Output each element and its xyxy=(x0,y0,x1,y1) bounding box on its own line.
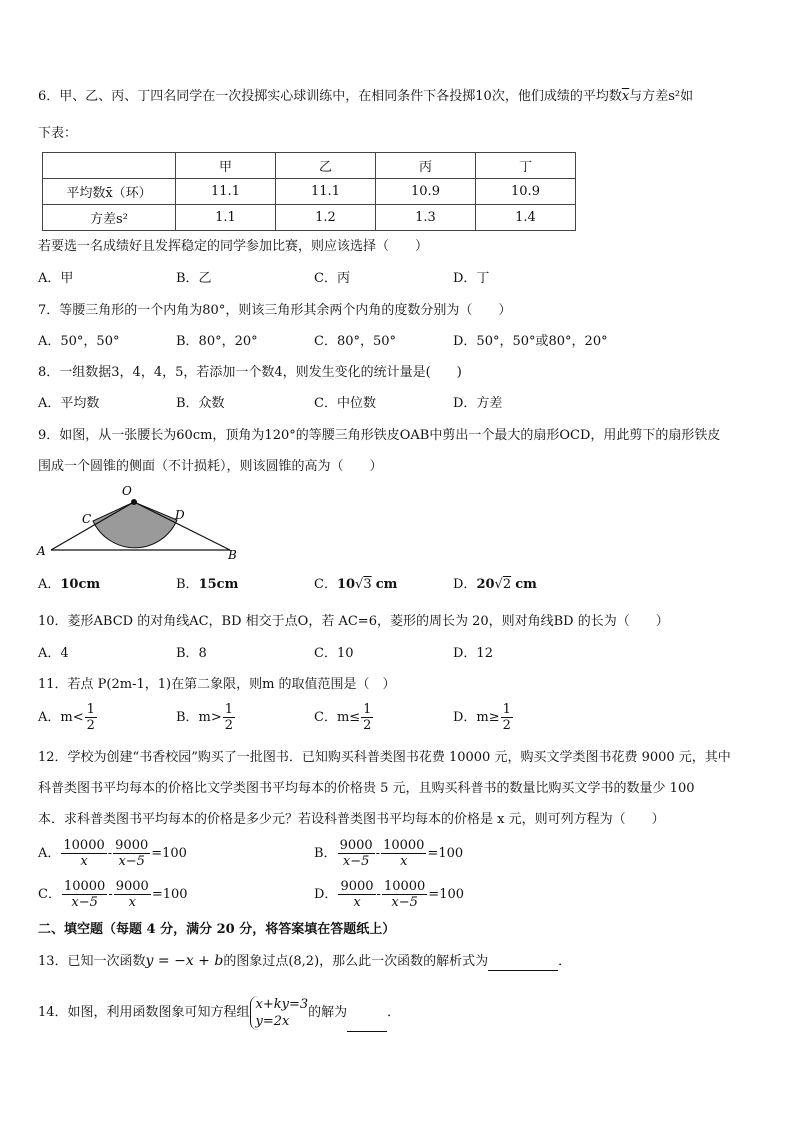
q8-option-c: C．中位数 xyxy=(314,396,376,411)
fraction: $\frac{9000}{x}$ xyxy=(340,879,374,910)
fraction: $\frac{9000}{x-5}$ xyxy=(339,838,373,869)
q11-stem: 11．若点 P(2m-1，1)在第二象限，则m 的取值范围是（ ） xyxy=(38,677,396,692)
q8-stem: 8．一组数据3，4，4，5，若添加一个数4，则发生变化的统计量是( ) xyxy=(38,365,462,380)
q11-option-b: B．m> $\frac{1}{2}$ xyxy=(176,702,234,733)
q7-option-a: A．50°，50° xyxy=(38,334,120,349)
q11-option-c: C．m≤ $\frac{1}{2}$ xyxy=(314,702,372,733)
section-heading-fill-blank: 二、填空题（每题 4 分，满分 20 分，将答案填在答题纸上） xyxy=(38,922,396,937)
q6-data-table xyxy=(42,152,576,231)
table-cell: 11.1 xyxy=(176,179,276,205)
q6-stem-line1: 6．甲、乙、丙、丁四名同学在一次投掷实心球训练中，在相同条件下各投掷10次，他们成绩的平均数$\overline{x}$与方差s²如 xyxy=(38,89,694,104)
q8-option-d: D．方差 xyxy=(453,396,503,411)
fraction: $\frac{1}{2}$ xyxy=(224,702,234,733)
q12-stem-line2: 科普类图书平均每本的价格比文学类图书平均每本的价格贵 5 元，且购买科普书的数量比购买文学书的数量少 100 xyxy=(38,781,695,796)
fraction: $\frac{1}{2}$ xyxy=(502,702,511,733)
q6-option-c: C．丙 xyxy=(314,271,350,286)
q10-stem: 10．菱形ABCD 的对角线AC，BD 相交于点O，若 AC=6，菱形的周长为 20，则对角线BD 的长为（ ） xyxy=(38,614,669,629)
table-cell: 丙 xyxy=(376,153,476,179)
q13-stem: 13．已知一次函数y = −x + b的图象过点(8,2)，那么此一次函数的解析式为 ． xyxy=(38,953,572,969)
label-b: B xyxy=(228,548,237,562)
table-cell: 1.2 xyxy=(276,205,376,231)
fraction: $\frac{10000}{x-5}$ xyxy=(63,879,106,910)
table-cell: 甲 xyxy=(176,153,276,179)
table-cell: 10.9 xyxy=(476,179,576,205)
vertex-o-dot xyxy=(131,499,137,505)
q9-sector-figure xyxy=(34,482,244,562)
q10-option-c: C．10 xyxy=(314,646,354,661)
q7-stem: 7．等腰三角形的一个内角为80°，则该三角形其余两个内角的度数分别为（ ） xyxy=(38,303,512,318)
q12-stem-line3: 本．求科普类图书平均每本的价格是多少元？若设科普类图书平均每本的价格是 x 元，则可列方程为（ ） xyxy=(38,812,665,827)
q11-option-a: A．m< $\frac{1}{2}$ xyxy=(38,702,95,733)
equation-system: x+ky=3 y=2x xyxy=(250,996,309,1030)
table-row xyxy=(43,179,576,205)
table-cell: 丁 xyxy=(476,153,576,179)
fraction: $\frac{1}{2}$ xyxy=(86,702,95,733)
q6-question: 若要选一名成绩好且发挥稳定的同学参加比赛，则应该选择（ ） xyxy=(38,239,429,254)
fraction: $\frac{1}{2}$ xyxy=(363,702,372,733)
table-cell: 方差s² xyxy=(43,205,176,231)
fraction: $\frac{10000}{x}$ xyxy=(63,838,105,869)
q7-option-c: C．80°，50° xyxy=(314,334,397,349)
label-d: D xyxy=(175,508,185,522)
q12-stem-line1: 12．学校为创建“书香校园”购买了一批图书．已知购买科普类图书花费 10000 元，购买文学类图书花费 9000 元，其中 xyxy=(38,750,731,765)
q10-option-b: B．8 xyxy=(176,646,207,661)
answer-blank[interactable] xyxy=(488,954,558,971)
table-cell: 1.4 xyxy=(476,205,576,231)
q9-option-d: D．20√2 cm xyxy=(453,577,537,592)
q7-option-b: B．80°，20° xyxy=(176,334,258,349)
label-c: C xyxy=(82,512,92,526)
fraction: $\frac{10000}{x-5}$ xyxy=(383,879,426,910)
q10-option-d: D．12 xyxy=(453,646,493,661)
fraction: $\frac{10000}{x}$ xyxy=(383,838,425,869)
sector-ocd xyxy=(93,502,177,548)
q7-option-d: D．50°，50°或80°，20° xyxy=(453,334,608,349)
table-cell: 平均数x̄（环） xyxy=(43,179,176,205)
answer-blank[interactable] xyxy=(347,995,387,1032)
q10-option-a: A．4 xyxy=(38,646,69,661)
q9-stem-line2: 围成一个圆锥的侧面（不计损耗），则该圆锥的高为（ ） xyxy=(38,459,383,474)
q9-option-c: C．10√3 cm xyxy=(314,577,398,592)
table-header-row xyxy=(43,153,576,179)
q8-option-a: A．平均数 xyxy=(38,396,100,411)
q6-stem-line2: 下表： xyxy=(38,126,78,141)
q6-option-b: B．乙 xyxy=(176,271,212,286)
label-o: O xyxy=(122,484,132,498)
table-cell: 10.9 xyxy=(376,179,476,205)
q9-stem-line1: 9．如图，从一张腰长为60cm，顶角为120°的等腰三角形铁皮OAB中剪出一个最大的扇形OCD，用此剪下的扇形铁皮 xyxy=(38,428,721,443)
q11-option-d: D．m≥ $\frac{1}{2}$ xyxy=(453,702,511,733)
label-a: A xyxy=(37,544,46,558)
q12-option-a: A． $\frac{10000}{x}$ - $\frac{9000}{x-5}$ =100 xyxy=(38,838,187,869)
table-row xyxy=(43,205,576,231)
q12-option-d: D． $\frac{9000}{x}$ - $\frac{10000}{x-5}$ =100 xyxy=(314,879,465,910)
table-cell: 乙 xyxy=(276,153,376,179)
fraction: $\frac{9000}{x}$ xyxy=(115,879,149,910)
q9-option-b: B．15cm xyxy=(176,577,239,592)
q8-option-b: B．众数 xyxy=(176,396,225,411)
fraction: $\frac{9000}{x-5}$ xyxy=(115,838,149,869)
q6-option-a: A．甲 xyxy=(38,271,74,286)
q6-option-d: D．丁 xyxy=(453,271,490,286)
table-cell: 11.1 xyxy=(276,179,376,205)
q12-option-b: B． $\frac{9000}{x-5}$ - $\frac{10000}{x}$ =100 xyxy=(314,838,464,869)
q14-stem: 14．如图，利用函数图象可知方程组 x+ky=3 y=2x 的解为 ． xyxy=(38,995,400,1032)
table-cell: 1.1 xyxy=(176,205,276,231)
table-cell xyxy=(43,153,176,179)
table-cell: 1.3 xyxy=(376,205,476,231)
q12-option-c: C． $\frac{10000}{x-5}$ - $\frac{9000}{x}$ =100 xyxy=(38,879,188,910)
q9-option-a: A．10cm xyxy=(38,577,101,592)
